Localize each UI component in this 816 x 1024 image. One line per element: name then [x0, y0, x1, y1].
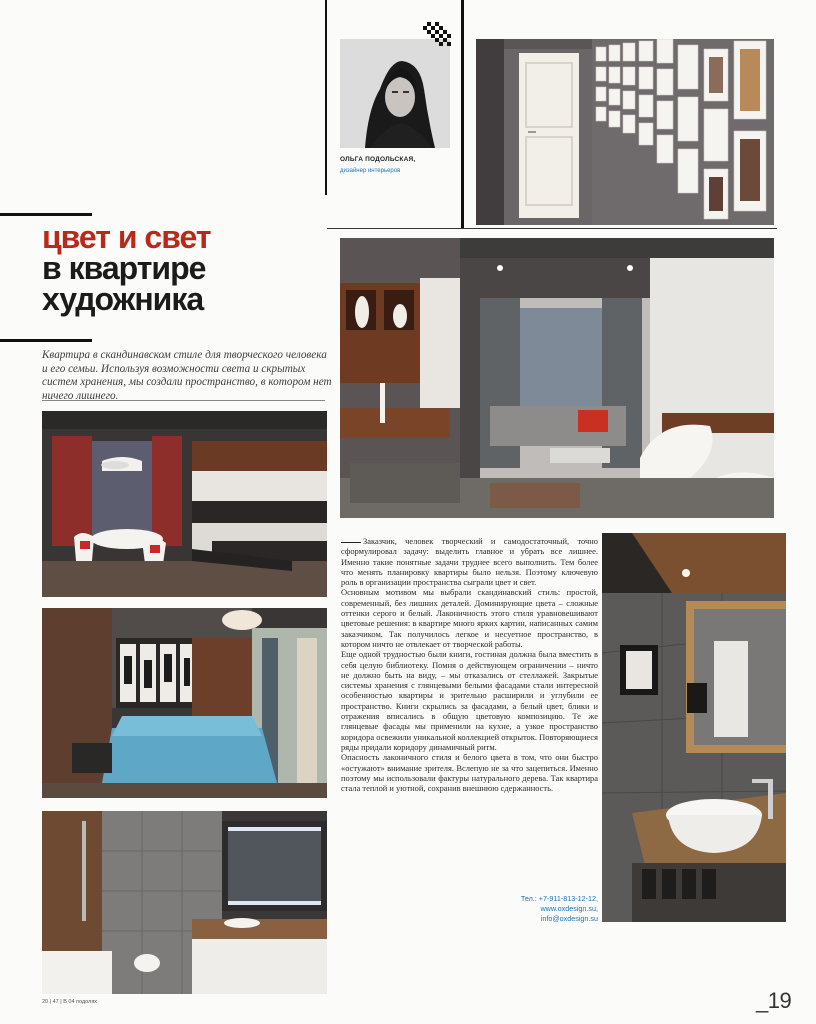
- page-number: [756, 988, 791, 1014]
- pixel-decor-icon: [423, 22, 451, 50]
- frame-line: [461, 0, 464, 228]
- contacts: [430, 894, 598, 924]
- footer-text: 20 | 47 | В 04 подолях: [42, 999, 98, 1005]
- bathroom-sink-photo: [602, 533, 786, 922]
- contact-site-link[interactable]: www.oxdesign.su,: [540, 904, 598, 913]
- title-line-1: цвет и свет: [42, 219, 211, 255]
- frame-line: [325, 0, 327, 195]
- living-room-photo: [340, 238, 774, 518]
- body-text: Заказчик, человек творческий и самодостаточный, точно сформулировал задачу: выделить главное и убрать все лишнее. Именно такие понятные задачи труднее всего выполнить. Тем более что менять планировку квартиры было нельзя. Поэтому ключевую роль в организации пространства сыграли цвет и свет.: [341, 536, 598, 588]
- kitchen-photo: [42, 411, 327, 597]
- title-line-3: художника: [42, 281, 204, 317]
- designer-name: ОЛЬГА ПОДОЛЬСКАЯ,: [340, 156, 416, 163]
- body-paragraph: [341, 536, 598, 587]
- article-title: [42, 219, 332, 317]
- bathroom-photo: [42, 811, 327, 994]
- contact-phone: Тел.: +7-911-813-12-12,: [520, 894, 598, 903]
- body-paragraph: Еще одной трудностью были книги, гостиная должна была вместить в себя целую библиотеку. Помня о действующем ограничении – ничто не должно быть на виду, – мы отказались от стеллажей. Закрытые системы хранения с глянцевыми белыми фасадами стали интересной особенностью квартиры и зрительно расширили и углубили ее пространство. Книги скрылись за фасадами, а белый цвет, блики и отражения вписались в общую цветовую композицию. Те же глянцевые фасады мы применили на кухне, а узкое пространство коридора освежили уникальной коллекцией открыток. Повторяющиеся ряды придали коридору динамичный ритм.: [341, 649, 598, 752]
- body-paragraph: Основным мотивом мы выбрали скандинавский стиль: простой, современный, без лишних деталей. Доминирующие цвета – сложные оттенки серого и белый. Лаконичность этого стиля уравновешивают цветовые решения: в квартире много ярких картин, написанных самим заказчиком. Так получилось легкое и несуетное пространство, в котором ничто не отвлекает от творческой работы.: [341, 587, 598, 649]
- lead-paragraph: Квартира в скандинавском стиле для творческого человека и его семьи. Используя возможности света и скрытых систем хранения, мы создали пространство, в котором нет ничего лишнего.: [42, 349, 332, 402]
- designer-role: дизайнер интерьеров: [340, 168, 401, 174]
- title-rule-top: [0, 213, 92, 216]
- bedroom-photo: [42, 608, 327, 798]
- paragraph-dash: [341, 542, 361, 543]
- title-line-2: в квартире: [42, 250, 206, 286]
- title-rule-bottom: [0, 339, 92, 342]
- page-number-underscore: _: [756, 988, 768, 1013]
- contact-email-link[interactable]: info@oxdesign.su: [540, 914, 598, 923]
- body-paragraph: Опасность лаконичного стиля и белого цвета в том, что они быстро «остужают» внимание зрителя. Вслепую не за что зацепиться. Именно поэтому мы использовали фактуры натурального дерева. Так квартира стала теплой и уютной, сохранив внешнюю сдержанность.: [341, 752, 598, 794]
- frame-line: [327, 228, 777, 229]
- article-body: [341, 536, 598, 793]
- hallway-photo: [476, 39, 774, 225]
- page-number-value: 19: [767, 988, 792, 1013]
- designer-portrait-photo: [340, 39, 450, 148]
